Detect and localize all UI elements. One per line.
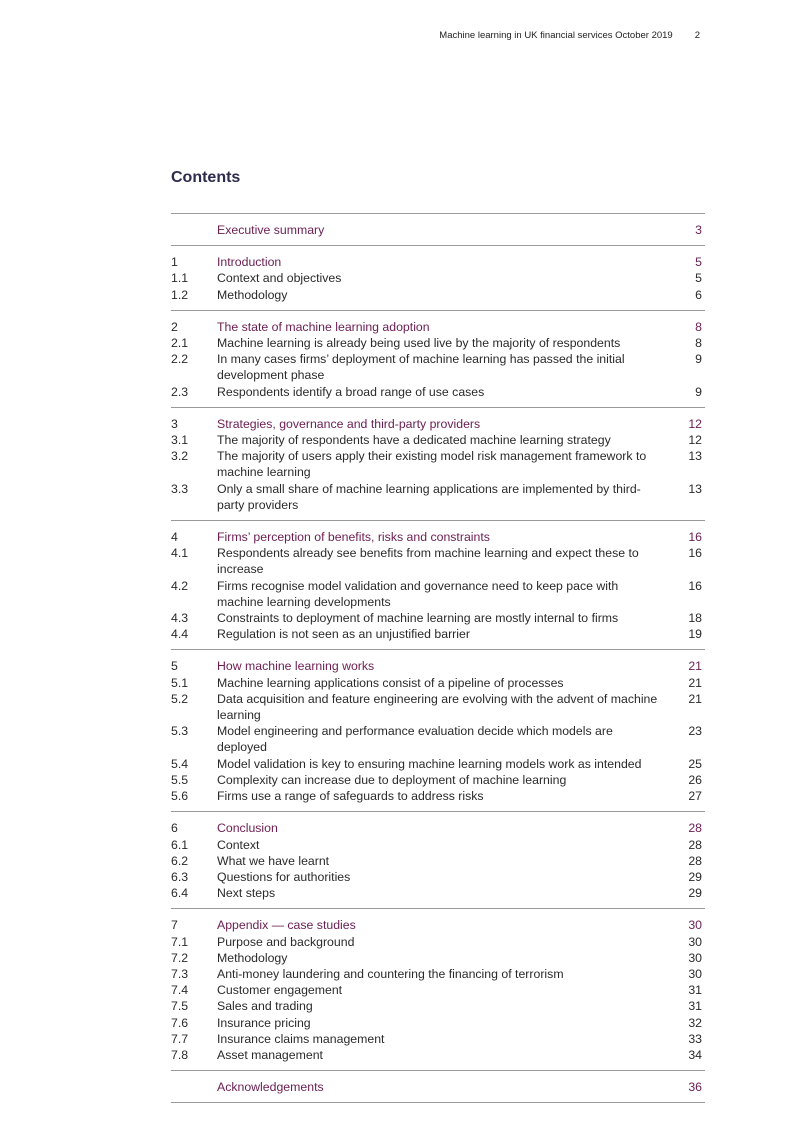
toc-entry-number: 4: [171, 530, 178, 545]
toc-entry-page: 12: [688, 433, 702, 448]
toc-entry-title: Conclusion: [217, 821, 278, 836]
toc-entry[interactable]: [171, 1047, 705, 1063]
toc-entry[interactable]: [171, 885, 705, 901]
toc-entry-title: Sales and trading: [217, 999, 313, 1014]
toc-entry-number: 3: [171, 416, 178, 431]
toc-entry-number: 2: [171, 319, 178, 334]
toc-entry-page: 9: [695, 384, 702, 399]
toc-entry-title: What we have learnt: [217, 853, 330, 868]
toc-entry-page: 30: [688, 950, 702, 965]
toc-entry-number: 7.5: [171, 999, 189, 1014]
toc-entry-number: 1: [171, 255, 178, 270]
toc-section-heading[interactable]: [171, 1079, 705, 1095]
toc-entry-number: 7.2: [171, 950, 189, 965]
toc-entry-title: Firms use a range of safeguards to address risks: [217, 789, 484, 804]
toc-entry[interactable]: [171, 934, 705, 950]
toc-entry-number: 6.2: [171, 853, 189, 868]
toc-entry-title: In many cases firms’ deployment of machine learning has passed the initial development phase: [217, 352, 625, 383]
toc-entry-title: Constraints to deployment of machine learning are mostly internal to firms: [217, 611, 619, 626]
toc-section-heading[interactable]: [171, 529, 705, 545]
toc-entry-number: 5: [171, 659, 178, 674]
toc-section: [171, 811, 705, 908]
toc-section-heading[interactable]: [171, 917, 705, 933]
header-title: Machine learning in UK financial services October 2019: [439, 30, 673, 41]
toc-entry-page: 8: [695, 319, 702, 334]
toc-entry-title: Firms recognise model validation and governance need to keep pace with machine learning developments: [217, 578, 619, 609]
toc-entry-title: Questions for authorities: [217, 869, 351, 884]
toc-entry[interactable]: [171, 723, 705, 755]
toc-entry-number: 5.2: [171, 691, 189, 706]
toc-entry[interactable]: [171, 966, 705, 982]
toc-entry-number: 6.3: [171, 869, 189, 884]
toc-section: [171, 908, 705, 1070]
toc-entry-number: 7: [171, 918, 178, 933]
toc-entry[interactable]: [171, 626, 705, 642]
toc-entry-number: 7.8: [171, 1047, 189, 1062]
toc-entry-title: Only a small share of machine learning applications are implemented by third-party providers: [217, 481, 641, 512]
toc-entry-page: 3: [695, 223, 702, 237]
toc-entry-title: Anti-money laundering and countering the financing of terrorism: [217, 966, 564, 981]
toc-entry-number: 5.1: [171, 675, 189, 690]
toc-entry-title: The majority of users apply their existing model risk management framework to machine learning: [217, 449, 647, 480]
toc-entry-title: Purpose and background: [217, 934, 355, 949]
toc-entry-page: 25: [688, 756, 702, 771]
toc-entry-number: 5.4: [171, 756, 189, 771]
toc-entry-page: 9: [695, 352, 702, 367]
toc-entry-number: 2.2: [171, 352, 189, 367]
toc-section: [171, 310, 705, 407]
toc-entry-title: Firms’ perception of benefits, risks and constraints: [217, 530, 490, 545]
toc-entry-number: 3.3: [171, 481, 189, 496]
toc-entry-title: Appendix — case studies: [217, 918, 356, 933]
toc-entry-number: 2.1: [171, 336, 189, 351]
toc-entry-number: 1.1: [171, 271, 189, 286]
toc-entry[interactable]: [171, 772, 705, 788]
toc-entry-number: 3.1: [171, 433, 189, 448]
toc-section-heading[interactable]: [171, 820, 705, 836]
toc-entry-number: 4.2: [171, 578, 189, 593]
toc-entry-page: 19: [688, 627, 702, 642]
toc-entry-title: Regulation is not seen as an unjustified barrier: [217, 627, 470, 642]
table-of-contents: [171, 213, 705, 1103]
toc-entry-page: 12: [688, 416, 702, 431]
toc-section: [171, 520, 705, 649]
toc-entry-number: 7.3: [171, 966, 189, 981]
toc-entry-page: 27: [688, 789, 702, 804]
toc-entry[interactable]: [171, 837, 705, 853]
toc-entry-title: Introduction: [217, 255, 282, 270]
toc-entry-page: 23: [688, 724, 702, 739]
toc-entry-title: Data acquisition and feature engineering are evolving with the advent of machine learning: [217, 691, 658, 723]
toc-entry-title: Respondents identify a broad range of use cases: [217, 384, 485, 399]
toc-entry-title: Machine learning is already being used live by the majority of respondents: [217, 336, 621, 351]
toc-entry-page: 30: [688, 966, 702, 981]
toc-entry-page: 31: [688, 999, 702, 1014]
toc-entry[interactable]: [171, 610, 705, 626]
toc-entry-title: Respondents already see benefits from machine learning and expect these to increase: [217, 546, 639, 577]
toc-entry-page: 28: [688, 837, 702, 852]
toc-entry[interactable]: [171, 950, 705, 966]
toc-entry-title: Acknowledgements: [217, 1080, 324, 1095]
toc-entry-page: 6: [695, 287, 702, 302]
toc-section-heading[interactable]: [171, 254, 705, 270]
toc-entry-title: Executive summary: [217, 223, 325, 237]
toc-entry-title: The state of machine learning adoption: [217, 319, 430, 334]
toc-section: [171, 407, 705, 520]
toc-entry-number: 6.1: [171, 837, 189, 852]
page-title: Contents: [171, 169, 241, 186]
toc-section-heading[interactable]: [171, 319, 705, 335]
toc-entry[interactable]: [171, 384, 705, 400]
toc-entry[interactable]: [171, 1015, 705, 1031]
toc-entry-page: 34: [688, 1047, 702, 1062]
toc-entry[interactable]: [171, 869, 705, 885]
toc-entry[interactable]: [171, 287, 705, 303]
toc-entry[interactable]: [171, 756, 705, 772]
toc-entry[interactable]: [171, 578, 705, 610]
toc-entry-title: Strategies, governance and third-party providers: [217, 416, 481, 431]
toc-entry-number: 7.6: [171, 1015, 189, 1030]
toc-entry-number: 1.2: [171, 287, 189, 302]
toc-entry-page: 13: [688, 449, 702, 464]
toc-entry[interactable]: [171, 691, 705, 723]
toc-section: [171, 1070, 705, 1103]
toc-entry[interactable]: [171, 335, 705, 351]
toc-entry-page: 33: [688, 1031, 702, 1046]
toc-entry-page: 29: [688, 886, 702, 901]
toc-entry-page: 21: [688, 691, 702, 706]
toc-entry-number: 6: [171, 821, 178, 836]
toc-section: [171, 245, 705, 310]
toc-entry-title: Complexity can increase due to deployment of machine learning: [217, 772, 567, 787]
toc-entry-title: Insurance claims management: [217, 1031, 385, 1046]
toc-entry-page: 16: [688, 530, 702, 545]
toc-entry[interactable]: [171, 351, 705, 383]
toc-entry-page: 30: [688, 934, 702, 949]
toc-entry-page: 5: [695, 255, 702, 270]
toc-entry-page: 21: [688, 675, 702, 690]
toc-entry-title: Machine learning applications consist of a pipeline of processes: [217, 675, 564, 690]
toc-entry-number: 7.4: [171, 983, 189, 998]
toc-entry-page: 18: [688, 611, 702, 626]
toc-entry[interactable]: [171, 1031, 705, 1047]
toc-entry-page: 36: [688, 1080, 702, 1095]
toc-entry-page: 13: [688, 481, 702, 496]
toc-entry-title: Model engineering and performance evaluation decide which models are deployed: [217, 724, 613, 755]
toc-entry-page: 31: [688, 983, 702, 998]
toc-entry-title: Methodology: [217, 950, 288, 965]
toc-entry-page: 21: [688, 659, 702, 674]
toc-entry[interactable]: [171, 853, 705, 869]
running-header: [439, 30, 700, 41]
toc-section-heading[interactable]: [171, 222, 705, 238]
toc-section: [171, 649, 705, 811]
toc-section-heading[interactable]: [171, 658, 705, 674]
toc-entry-page: 16: [688, 578, 702, 593]
toc-entry-number: 5.5: [171, 772, 189, 787]
toc-entry-page: 8: [695, 336, 702, 351]
toc-entry[interactable]: [171, 675, 705, 691]
toc-entry-page: 32: [688, 1015, 702, 1030]
toc-section-heading[interactable]: [171, 416, 705, 432]
toc-entry[interactable]: [171, 448, 705, 480]
toc-entry-number: 5.6: [171, 789, 189, 804]
toc-entry-title: Model validation is key to ensuring machine learning models work as intended: [217, 756, 642, 771]
toc-entry[interactable]: [171, 998, 705, 1014]
toc-entry-page: 28: [688, 853, 702, 868]
toc-entry-page: 28: [688, 821, 702, 836]
toc-entry-title: The majority of respondents have a dedicated machine learning strategy: [217, 433, 611, 448]
toc-entry[interactable]: [171, 432, 705, 448]
toc-entry[interactable]: [171, 788, 705, 804]
toc-entry[interactable]: [171, 545, 705, 577]
toc-entry-title: Next steps: [217, 886, 276, 901]
toc-entry-number: 7.1: [171, 934, 189, 949]
toc-entry-title: Customer engagement: [217, 983, 343, 998]
toc-entry-page: 29: [688, 869, 702, 884]
toc-entry[interactable]: [171, 270, 705, 286]
toc-entry-number: 4.4: [171, 627, 189, 642]
toc-entry-page: 16: [688, 546, 702, 561]
toc-entry-title: Methodology: [217, 287, 288, 302]
toc-entry[interactable]: [171, 481, 705, 513]
toc-entry-number: 6.4: [171, 886, 189, 901]
toc-entry-number: 7.7: [171, 1031, 189, 1046]
toc-entry-number: 3.2: [171, 449, 189, 464]
toc-entry-number: 5.3: [171, 724, 189, 739]
toc-entry-number: 4.3: [171, 611, 189, 626]
toc-entry-title: Context and objectives: [217, 271, 342, 286]
toc-entry-title: Insurance pricing: [217, 1015, 311, 1030]
toc-entry[interactable]: [171, 982, 705, 998]
toc-entry-page: 5: [695, 271, 702, 286]
toc-entry-title: Context: [217, 837, 260, 852]
toc-entry-page: 30: [688, 918, 702, 933]
toc-section: [171, 213, 705, 245]
toc-entry-number: [171, 222, 217, 238]
toc-entry-title: Asset management: [217, 1047, 323, 1062]
toc-entry-page: 26: [688, 772, 702, 787]
header-page-number: 2: [694, 30, 700, 41]
toc-entry-number: 2.3: [171, 384, 189, 399]
toc-entry-number: [171, 1079, 217, 1095]
toc-entry-title: How machine learning works: [217, 659, 375, 674]
toc-entry-number: 4.1: [171, 546, 189, 561]
